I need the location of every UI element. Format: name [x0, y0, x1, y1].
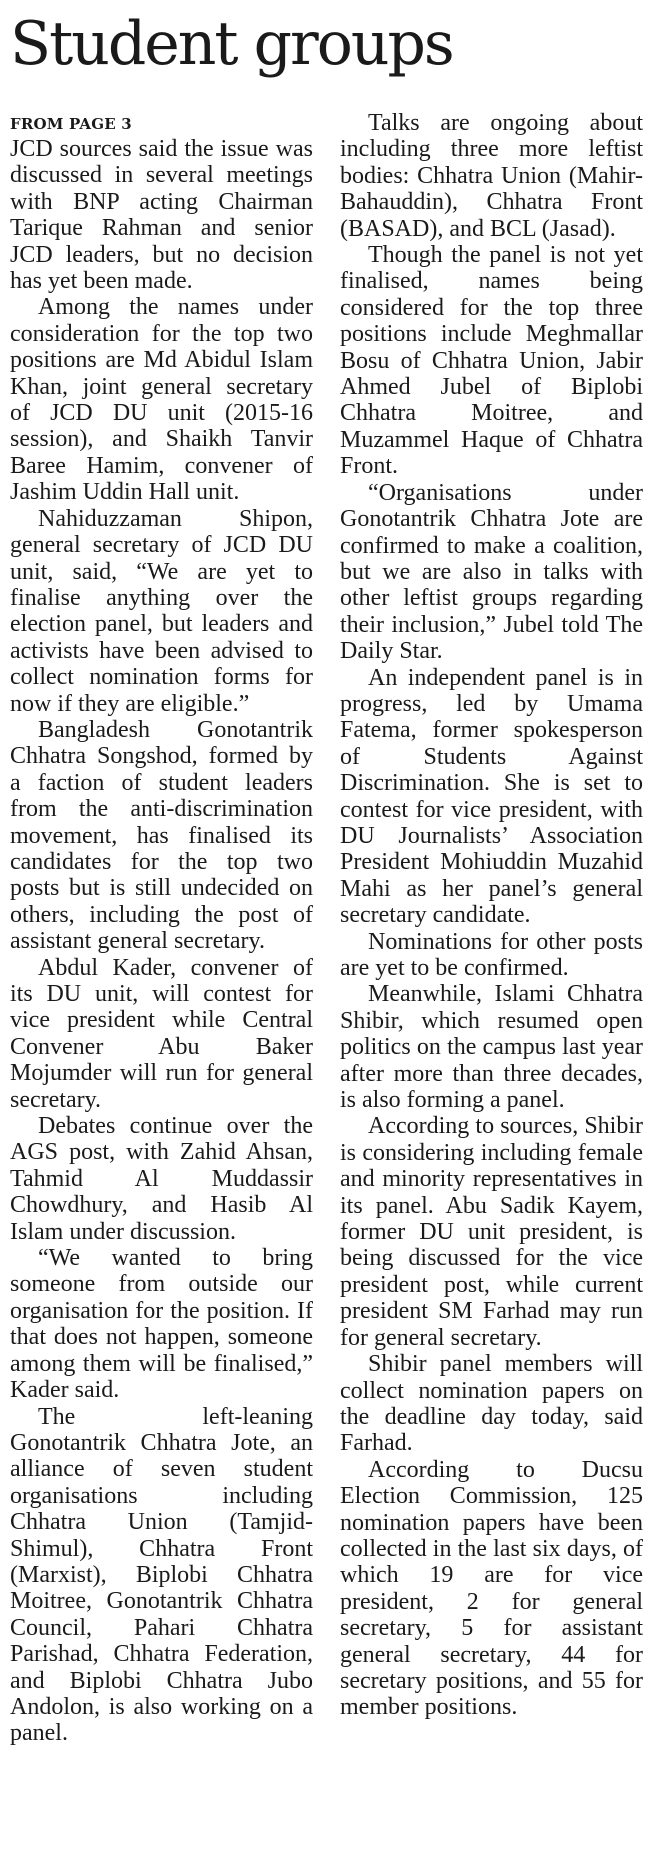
paragraph: Bangladesh Gonotantrik Chhatra Songshod, formed by a faction of student leaders from the anti-discrimination movement, has finalised its candidates for the top two posts but is still undecided on others, including the post of assistant general secretary. — [10, 716, 313, 955]
right-column — [340, 110, 643, 1721]
paragraph: Nahiduzzaman Shipon, general secretary of JCD DU unit, said, “We are yet to finalise anything over the election panel, but leaders and activists have been advised to collect nomination forms for now if they are eligible.” — [10, 505, 313, 717]
kicker: FROM PAGE 3 — [10, 115, 132, 133]
paragraph: Nominations for other posts are yet to be confirmed. — [340, 928, 643, 981]
paragraph: Talks are ongoing about including three more leftist bodies: Chhatra Union (Mahir-Bahauddin), Chhatra Front (BASAD), and BCL (Jasad). — [340, 110, 643, 242]
paragraph: Though the panel is not yet finalised, names being considered for the top three positions include Meghmallar Bosu of Chhatra Union, Jabir Ahmed Jubel of Biplobi Chhatra Moitree, and Muzammel Haque of Chhatra Front. — [340, 242, 643, 480]
paragraph: Shibir panel members will collect nomination papers on the deadline day today, said Farhad. — [340, 1351, 643, 1457]
paragraph: The left-leaning Gonotantrik Chhatra Jote, an alliance of seven student organisations including Chhatra Union (Tamjid-Shimul), Chhatra Front (Marxist), Biplobi Chhatra Moitree, Gonotantrik Chhatra Council, Pahari Chhatra Parishad, Chhatra Federation, and Biplobi Chhatra Jubo Andolon, is also working on a panel. — [10, 1403, 313, 1747]
paragraph: Among the names under consideration for the top two positions are Md Abidul Islam Khan, joint general secretary of JCD DU unit (2015-16 session), and Shaikh Tanvir Baree Hamim, convener of Jashim Uddin Hall unit. — [10, 294, 313, 506]
paragraph: Abdul Kader, convener of its DU unit, will contest for vice president while Central Convener Abu Baker Mojumder will run for general secretary. — [10, 954, 313, 1113]
paragraph: An independent panel is in progress, led by Umama Fatema, former spokesperson of Students Against Discrimination. She is set to contest for vice president, with DU Journalists’ Association President Mohiuddin Muzahid Mahi as her panel’s general secretary candidate. — [340, 664, 643, 929]
paragraph: Meanwhile, Islami Chhatra Shibir, which resumed open politics on the campus last year after more than three decades, is also forming a panel. — [340, 981, 643, 1114]
paragraph: According to Ducsu Election Commission, 125 nomination papers have been collected in the last six days, of which 19 are for vice president, 2 for general secretary, 5 for assistant general secretary, 44 for secretary positions, and 55 for member positions. — [340, 1456, 643, 1721]
paragraph: JCD sources said the issue was discussed in several meetings with BNP acting Chairman Tarique Rahman and senior JCD leaders, but no decision has yet been made. — [10, 136, 313, 295]
paragraph: “Organisations under Gonotantrik Chhatra Jote are confirmed to make a coalition, but we are also in talks with other leftist groups regarding their inclusion,” Jubel told The Daily Star. — [340, 479, 643, 665]
left-column — [10, 112, 313, 1747]
paragraph: According to sources, Shibir is considering including female and minority representatives in its panel. Abu Sadik Kayem, former DU unit president, is being discussed for the vice president post, while current president SM Farhad may run for general secretary. — [340, 1113, 643, 1351]
paragraph: Debates continue over the AGS post, with Zahid Ahsan, Tahmid Al Muddassir Chowdhury, and Hasib Al Islam under discussion. — [10, 1113, 313, 1245]
headline: Student groups — [10, 9, 453, 79]
paragraph: “We wanted to bring someone from outside our organisation for the position. If that does not happen, someone among them will be finalised,” Kader said. — [10, 1245, 313, 1404]
